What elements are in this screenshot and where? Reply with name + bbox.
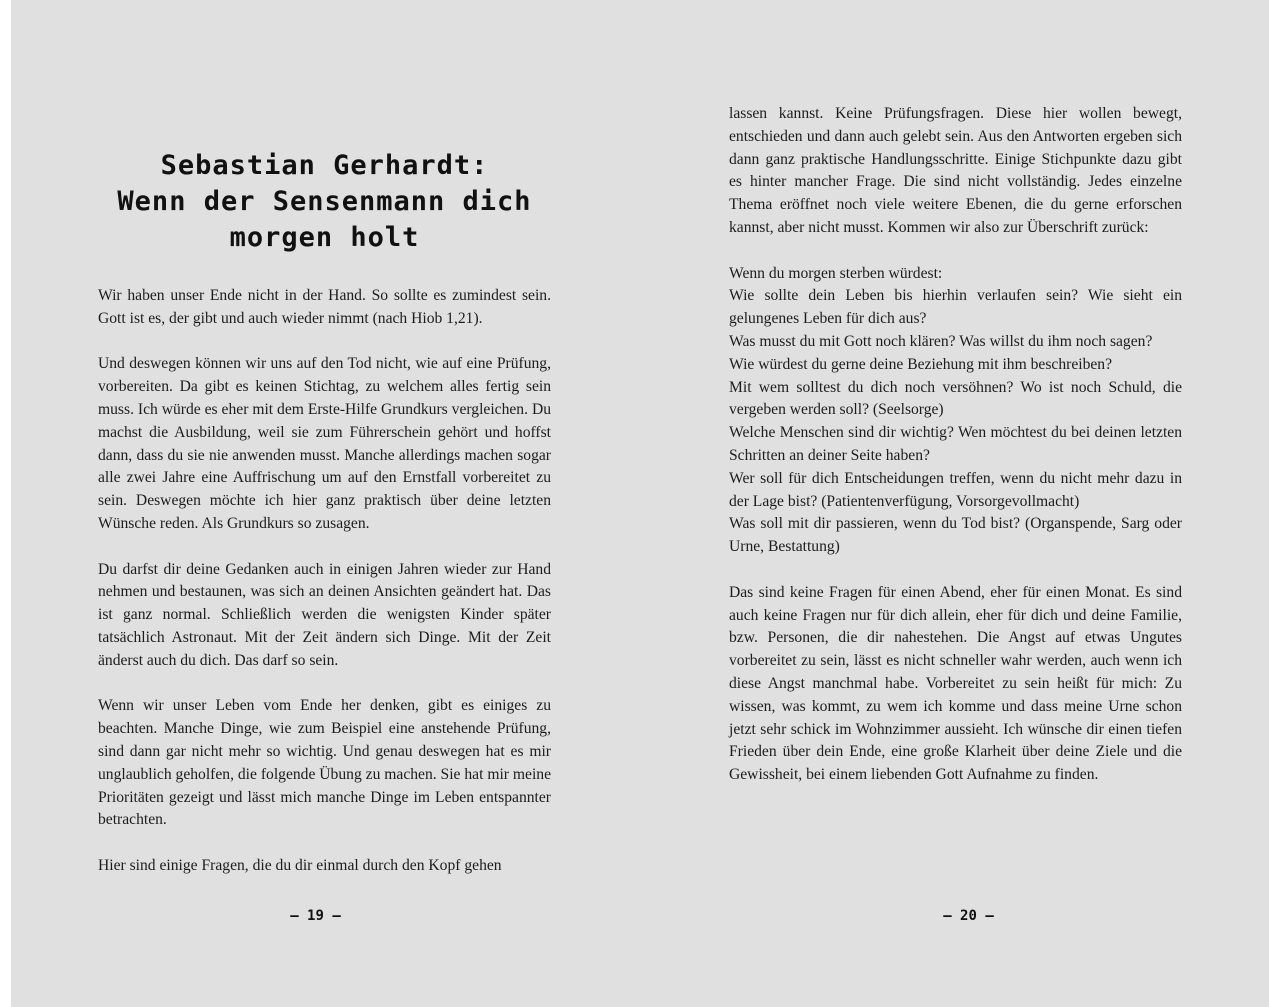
paragraph: Hier sind einige Fragen, die du dir einmal durch den Kopf gehen <box>98 856 502 874</box>
chapter-title-line: Sebastian Gerhardt: <box>160 150 489 181</box>
question-item: Was soll mit dir passieren, wenn du Tod bist? (Organspende, Sarg oder Urne, Bestattung) <box>729 515 1182 556</box>
question-item: Wie würdest du gerne deine Beziehung mit ihm beschreiben? <box>729 355 1113 373</box>
question-list <box>729 263 1182 559</box>
paragraph: Wenn wir unser Leben vom Ende her denken, gibt es einiges zu beachten. Manche Dinge, wie zum Beispiel eine anstehende Prüfung, sind dann gar nicht mehr so wichtig. Und genau deswegen hat es mir unglaublich geholfen, die folgende Übung zu machen. Sie hat mir meine Prioritäten gezeigt und lässt mich manche Dinge im Leben entspannter betrachten. <box>98 697 551 829</box>
left-page-text <box>98 285 551 878</box>
chapter-title-line: Wenn der Sensenmann dich <box>117 186 532 217</box>
question-item: Welche Menschen sind dir wichtig? Wen möchtest du bei deinen letzten Schritten an deiner Seite haben? <box>729 424 1182 464</box>
question-item: Was musst du mit Gott noch klären? Was willst du ihm noch sagen? <box>729 332 1153 350</box>
right-page-text <box>729 103 1182 787</box>
paragraph: lassen kannst. Keine Prüfungsfragen. Diese hier wollen bewegt, entschieden und dann auch gelebt sein. Aus den Antworten ergeben sich dann ganz praktische Handlungsschritte. Einige Stichpunkte dazu gibt es hinter mancher Frage. Die sind nicht vollständig. Jedes einzelne Thema eröffnet noch viele weitere Ebenen, die du gerne erforschen kannst, aber nicht musst. Kommen wir also zur Überschrift zurück: <box>729 105 1182 236</box>
question-item: Mit wem solltest du dich noch versöhnen? Wo ist noch Schuld, die vergeben werden soll? (Seelsorge) <box>729 378 1182 419</box>
chapter-title <box>98 148 551 256</box>
question-list-heading: Wenn du morgen sterben würdest: <box>729 264 943 282</box>
paragraph: Wir haben unser Ende nicht in der Hand. So sollte es zumindest sein. Gott ist es, der gibt und auch wieder nimmt (nach Hiob 1,21). <box>98 287 551 327</box>
chapter-title-line: morgen holt <box>229 222 420 253</box>
right-page <box>640 0 1269 1007</box>
question-item: Wie sollte dein Leben bis hierhin verlaufen sein? Wie sieht ein gelungenes Leben für dich aus? <box>729 287 1182 328</box>
paragraph: Und deswegen können wir uns auf den Tod nicht, wie auf eine Prüfung, vorbereiten. Da gibt es keinen Stichtag, zu welchem alles fertig sein muss. Ich würde es eher mit dem Erste-Hilfe Grundkurs vergleichen. Du machst die Ausbildung, weil sie zum Führerschein gehört und hoffst dann, dass du sie nie anwenden musst. Manche allerdings machen sogar alle zwei Jahre eine Auffrischung um auf den Ernstfall vorbereitet zu sein. Deswegen möchte ich hier ganz praktisch über deine letzten Wünsche reden. Als Grundkurs so zusagen. <box>98 355 551 532</box>
question-item: Wer soll für dich Entscheidungen treffen, wenn du nicht mehr dazu in der Lage bist? (Patientenverfügung, Vorsorgevollmacht) <box>729 469 1182 510</box>
page-number: – 19 – <box>290 908 341 924</box>
page-number: – 20 – <box>943 908 994 924</box>
paragraph: Das sind keine Fragen für einen Abend, eher für einen Monat. Es sind auch keine Fragen nur für dich allein, eher für dich und deine Familie, bzw. Personen, die dir nahestehen. Die Angst auf etwas Ungutes vorbereitet zu sein, lässt es nicht schneller wahr werden, auch wenn ich diese Angst manchmal habe. Vorbereitet zu sein heißt für mich: Zu wissen, was kommt, zu wem ich komme und dass meine Urne schon jetzt sehr schick im Wohnzimmer aussieht. Ich wünsche dir einen tiefen Frieden über dein Ende, eine große Klarheit über deine Ziele und die Gewissheit, bei einem liebenden Gott Aufnahme zu finden. <box>729 583 1182 784</box>
book-spread <box>11 0 1269 1007</box>
paragraph: Du darfst dir deine Gedanken auch in einigen Jahren wieder zur Hand nehmen und bestaunen, was sich an deinen Ansichten geändert hat. Das ist ganz normal. Schließlich werden die wenigsten Kinder später tatsächlich Astronaut. Mit der Zeit ändern sich Dinge. Mit der Zeit änderst auch du dich. Das darf so sein. <box>98 560 551 669</box>
left-page <box>11 0 640 1007</box>
